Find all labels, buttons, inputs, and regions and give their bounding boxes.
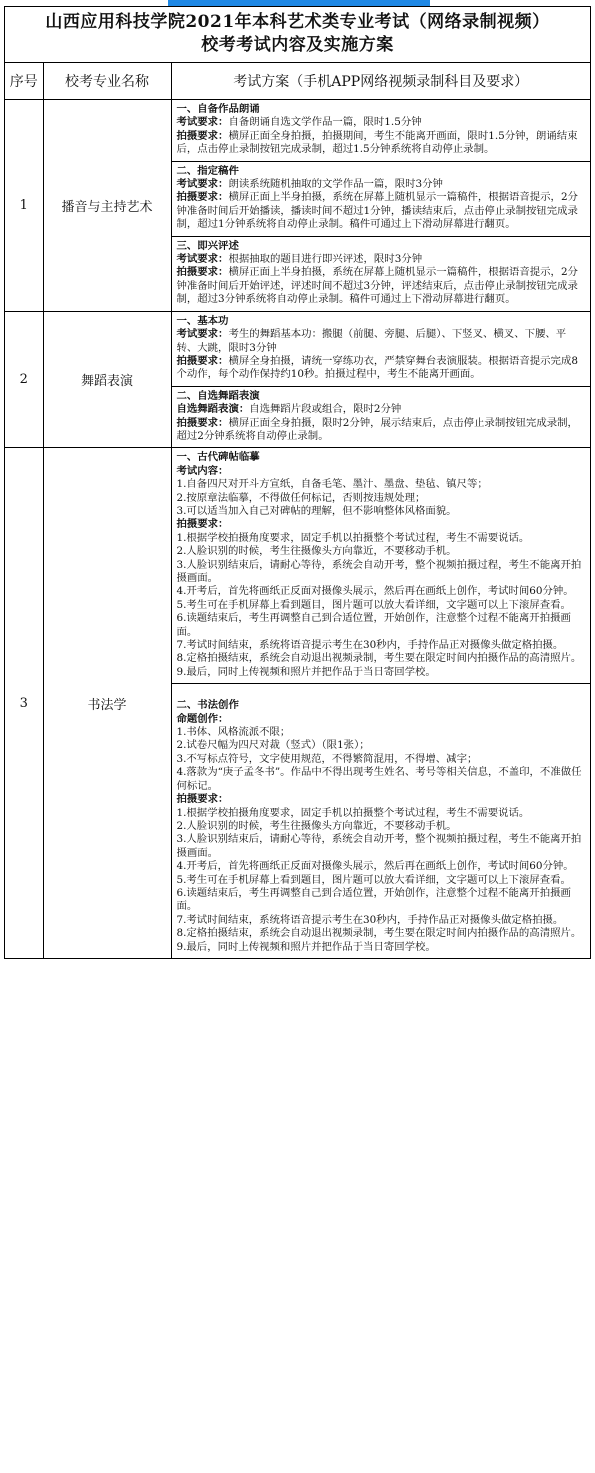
header-plan: 考试方案（手机APP网络视频录制科目及要求） <box>171 63 590 100</box>
requirement-line <box>177 116 587 129</box>
requirement-label: 考试要求： <box>176 328 229 341</box>
requirement-line <box>177 505 587 518</box>
plan-section <box>172 312 591 387</box>
requirement-text: 4.落款为“庚子孟冬书”。作品中不得出现考生姓名、考号等相关信息，不盖印，不准做任何标记。 <box>176 766 582 792</box>
exam-plan-cell <box>171 448 590 958</box>
requirement-label: 拍摄要求： <box>176 354 229 367</box>
table-body <box>5 100 590 958</box>
requirement-text: 考生的舞蹈基本功：搬腿（前腿、旁腿、后腿）、下竖叉、横叉、下腰、平转、大跳，限时3分钟 <box>176 328 567 354</box>
row-number: 1 <box>5 100 43 312</box>
requirement-label: 考试要求： <box>176 253 229 266</box>
requirement-label: 拍摄要求： <box>176 266 229 279</box>
exam-plan-table <box>5 63 590 958</box>
requirement-line <box>177 833 587 860</box>
requirement-line <box>177 820 587 833</box>
requirement-line <box>177 807 587 820</box>
requirement-line <box>177 355 587 382</box>
requirement-line <box>177 417 587 444</box>
requirement-line <box>177 266 587 306</box>
requirement-text: 2.人脸识别的时候，考生往摄像头方向靠近，不要移动手机。 <box>176 545 457 558</box>
requirement-line <box>177 191 587 231</box>
exam-plan-cell <box>171 311 590 448</box>
table-header-row <box>5 63 590 100</box>
requirement-text: 2.人脸识别的时候，考生往摄像头方向靠近，不要移动手机。 <box>176 819 457 832</box>
row-number: 3 <box>5 448 43 958</box>
requirement-text: 9.最后，同时上传视频和照片并把作品于当日寄回学校。 <box>176 665 436 678</box>
title-line-2: 校考考试内容及实施方案 <box>201 35 394 55</box>
requirement-text: 自选舞蹈片段或组合，限时2分钟 <box>249 403 402 416</box>
section-heading: 二、书法创作 <box>176 699 239 712</box>
requirement-text: 6.读题结束后，考生再调整自己到合适位置，开始创作，注意整个过程不能离开拍摄画面。 <box>176 886 571 913</box>
requirement-text: 1.根据学校拍摄角度要求，固定手机以拍摄整个考试过程，考生不需要说话。 <box>176 806 530 819</box>
requirement-text: 3.可以适当加入自己对碑帖的理解，但不影响整体风格面貌。 <box>176 504 457 517</box>
requirement-text: 5.考生可在手机屏幕上看到题目，图片题可以放大看详细，文字题可以上下滚屏查看。 <box>176 598 571 611</box>
requirement-line <box>177 753 587 766</box>
plan-section <box>172 100 591 162</box>
major-name: 舞蹈表演 <box>43 311 171 448</box>
row-number: 2 <box>5 311 43 448</box>
requirement-line <box>177 652 587 665</box>
requirement-label: 考试内容： <box>176 464 229 477</box>
requirement-line <box>177 403 587 416</box>
requirement-line <box>177 559 587 586</box>
requirement-label: 拍摄要求： <box>176 518 229 531</box>
requirement-text: 自备朗诵自选文学作品一篇，限时1.5分钟 <box>228 116 422 129</box>
requirement-text: 横屏全身拍摄，请统一穿练功衣，严禁穿舞台表演服装。根据语音提示完成8个动作，每个动作保持约10秒。拍摄过程中，考生不能离开画面。 <box>176 354 578 381</box>
exam-plan-document <box>4 6 591 959</box>
plan-section <box>172 448 591 684</box>
requirement-line <box>177 328 587 355</box>
requirement-line <box>177 492 587 505</box>
requirement-line <box>177 666 587 679</box>
requirement-text: 4.开考后，首先将画纸正反面对摄像头展示，然后再在画纸上创作，考试时间60分钟。 <box>176 585 574 598</box>
requirement-text: 2.按原章法临摹，不得做任何标记，否则按违规处理； <box>176 491 426 504</box>
requirement-text: 根据抽取的题目进行即兴评述，限时3分钟 <box>228 253 423 266</box>
requirement-text: 横屏正面上半身拍摄，系统在屏幕上随机显示一篇稿件，根据语音提示，2分钟准备时间后开始播读，播读时间不超过1分钟，播读结束后，点击停止录制按钮完成录制，超过1分钟系统将自动停止录制。稿件可通过上下滑动屏幕进行翻页。 <box>176 191 578 231</box>
requirement-line <box>177 178 587 191</box>
section-heading: 一、古代碑帖临摹 <box>176 451 260 464</box>
requirement-text: 3.不写标点符号，文字使用规范，不得繁简混用，不得增、减字； <box>176 752 478 765</box>
plan-section <box>172 162 591 237</box>
requirement-text: 2.试卷尺幅为四尺对裁（竖式）（限1张）； <box>176 739 370 752</box>
requirement-line <box>177 545 587 558</box>
major-name: 书法学 <box>43 448 171 958</box>
header-major: 校考专业名称 <box>43 63 171 100</box>
header-no: 序号 <box>5 63 43 100</box>
plan-section <box>172 387 591 448</box>
requirement-line <box>177 130 587 157</box>
requirement-text: 7.考试时间结束，系统将语音提示考生在30秒内，手持作品正对摄像头做定格拍摄。 <box>176 913 564 926</box>
requirement-text: 3.人脸识别结束后，请耐心等待，系统会自动开考，整个视频拍摄过程，考生不能离开拍摄画面。 <box>176 558 582 584</box>
requirement-text: 1.书体、风格流派不限； <box>176 726 291 739</box>
document-title <box>5 7 590 63</box>
requirement-text: 4.开考后，首先将画纸正反面对摄像头展示，然后再在画纸上创作，考试时间60分钟。 <box>176 860 574 873</box>
requirement-line <box>177 941 587 954</box>
requirement-label: 拍摄要求： <box>176 129 229 142</box>
table-row <box>5 311 590 448</box>
requirement-label: 拍摄要求： <box>176 793 229 806</box>
exam-plan-cell <box>171 100 590 312</box>
requirement-line <box>177 599 587 612</box>
requirement-text: 1.自备四尺对开斗方宣纸，自备毛笔、墨汁、墨盘、垫毡、镇尺等； <box>176 478 488 491</box>
requirement-text: 9.最后，同时上传视频和照片并把作品于当日寄回学校。 <box>176 940 436 953</box>
requirement-line <box>177 860 587 873</box>
section-heading: 二、指定稿件 <box>176 164 239 177</box>
requirement-label: 自选舞蹈表演： <box>176 403 250 416</box>
plan-section <box>172 237 591 311</box>
requirement-text: 横屏正面上半身拍摄，系统在屏幕上随机显示一篇稿件，根据语音提示，2分钟准备时间后开始评述，评述时间不超过3分钟，评述结束后，点击停止录制按钮完成录制，超过3分钟系统将自动停止录制。稿件可通过上下滑动屏幕进行翻页。 <box>176 266 578 306</box>
requirement-line <box>177 914 587 927</box>
requirement-text: 横屏正面全身拍摄，限时2分钟，展示结束后，点击停止录制按钮完成录制，超过2分钟系统将自动停止录制。 <box>176 416 578 442</box>
requirement-line <box>177 793 587 806</box>
section-heading: 一、自备作品朗诵 <box>176 103 260 115</box>
requirement-line <box>177 585 587 598</box>
requirement-line <box>177 478 587 491</box>
requirement-label: 拍摄要求： <box>176 416 229 429</box>
requirement-label: 拍摄要求： <box>176 191 229 204</box>
table-row <box>5 448 590 958</box>
requirement-text: 3.人脸识别结束后，请耐心等待，系统会自动开考，整个视频拍摄过程，考生不能离开拍摄画面。 <box>176 833 582 859</box>
requirement-line <box>177 726 587 739</box>
requirement-label: 考试要求： <box>176 116 229 129</box>
requirement-text: 朗读系统随机抽取的文学作品一篇，限时3分钟 <box>228 178 443 191</box>
requirement-label: 考试要求： <box>176 178 229 191</box>
table-row <box>5 100 590 312</box>
requirement-text: 6.读题结束后，考生再调整自己到合适位置，开始创作，注意整个过程不能离开拍摄画面。 <box>176 612 571 638</box>
section-heading: 一、基本功 <box>176 314 229 327</box>
requirement-line <box>177 465 587 478</box>
requirement-text: 5.考生可在手机屏幕上看到题目，图片题可以放大看详细，文字题可以上下滚屏查看。 <box>176 873 571 886</box>
requirement-line <box>177 612 587 639</box>
section-heading: 三、即兴评述 <box>176 239 239 252</box>
title-line-1: 山西应用科技学院2021年本科艺术类专业考试（网络录制视频） <box>45 12 550 32</box>
requirement-line <box>177 927 587 940</box>
requirement-label: 命题创作： <box>176 712 229 725</box>
requirement-text: 横屏正面全身拍摄，拍摄期间，考生不能离开画面，限时1.5分钟，朗诵结束后，点击停止录制按钮完成录制，超过1.5分钟系统将自动停止录制。 <box>176 129 578 156</box>
requirement-text: 8.定格拍摄结束，系统会自动退出视频录制，考生要在限定时间内拍摄作品的高清照片。 <box>176 927 582 940</box>
requirement-text: 1.根据学校拍摄角度要求，固定手机以拍摄整个考试过程，考生不需要说话。 <box>176 531 530 544</box>
requirement-line <box>177 887 587 914</box>
major-name: 播音与主持艺术 <box>43 100 171 312</box>
requirement-line <box>177 713 587 726</box>
requirement-text: 8.定格拍摄结束，系统会自动退出视频录制，考生要在限定时间内拍摄作品的高清照片。 <box>176 652 582 665</box>
requirement-line <box>177 532 587 545</box>
requirement-line <box>177 518 587 531</box>
plan-section <box>172 684 591 958</box>
requirement-line <box>177 739 587 752</box>
section-heading: 二、自选舞蹈表演 <box>176 389 260 402</box>
requirement-line <box>177 874 587 887</box>
requirement-line <box>177 639 587 652</box>
requirement-line <box>177 766 587 793</box>
requirement-line <box>177 253 587 266</box>
requirement-text: 7.考试时间结束，系统将语音提示考生在30秒内，手持作品正对摄像头做定格拍摄。 <box>176 639 564 652</box>
